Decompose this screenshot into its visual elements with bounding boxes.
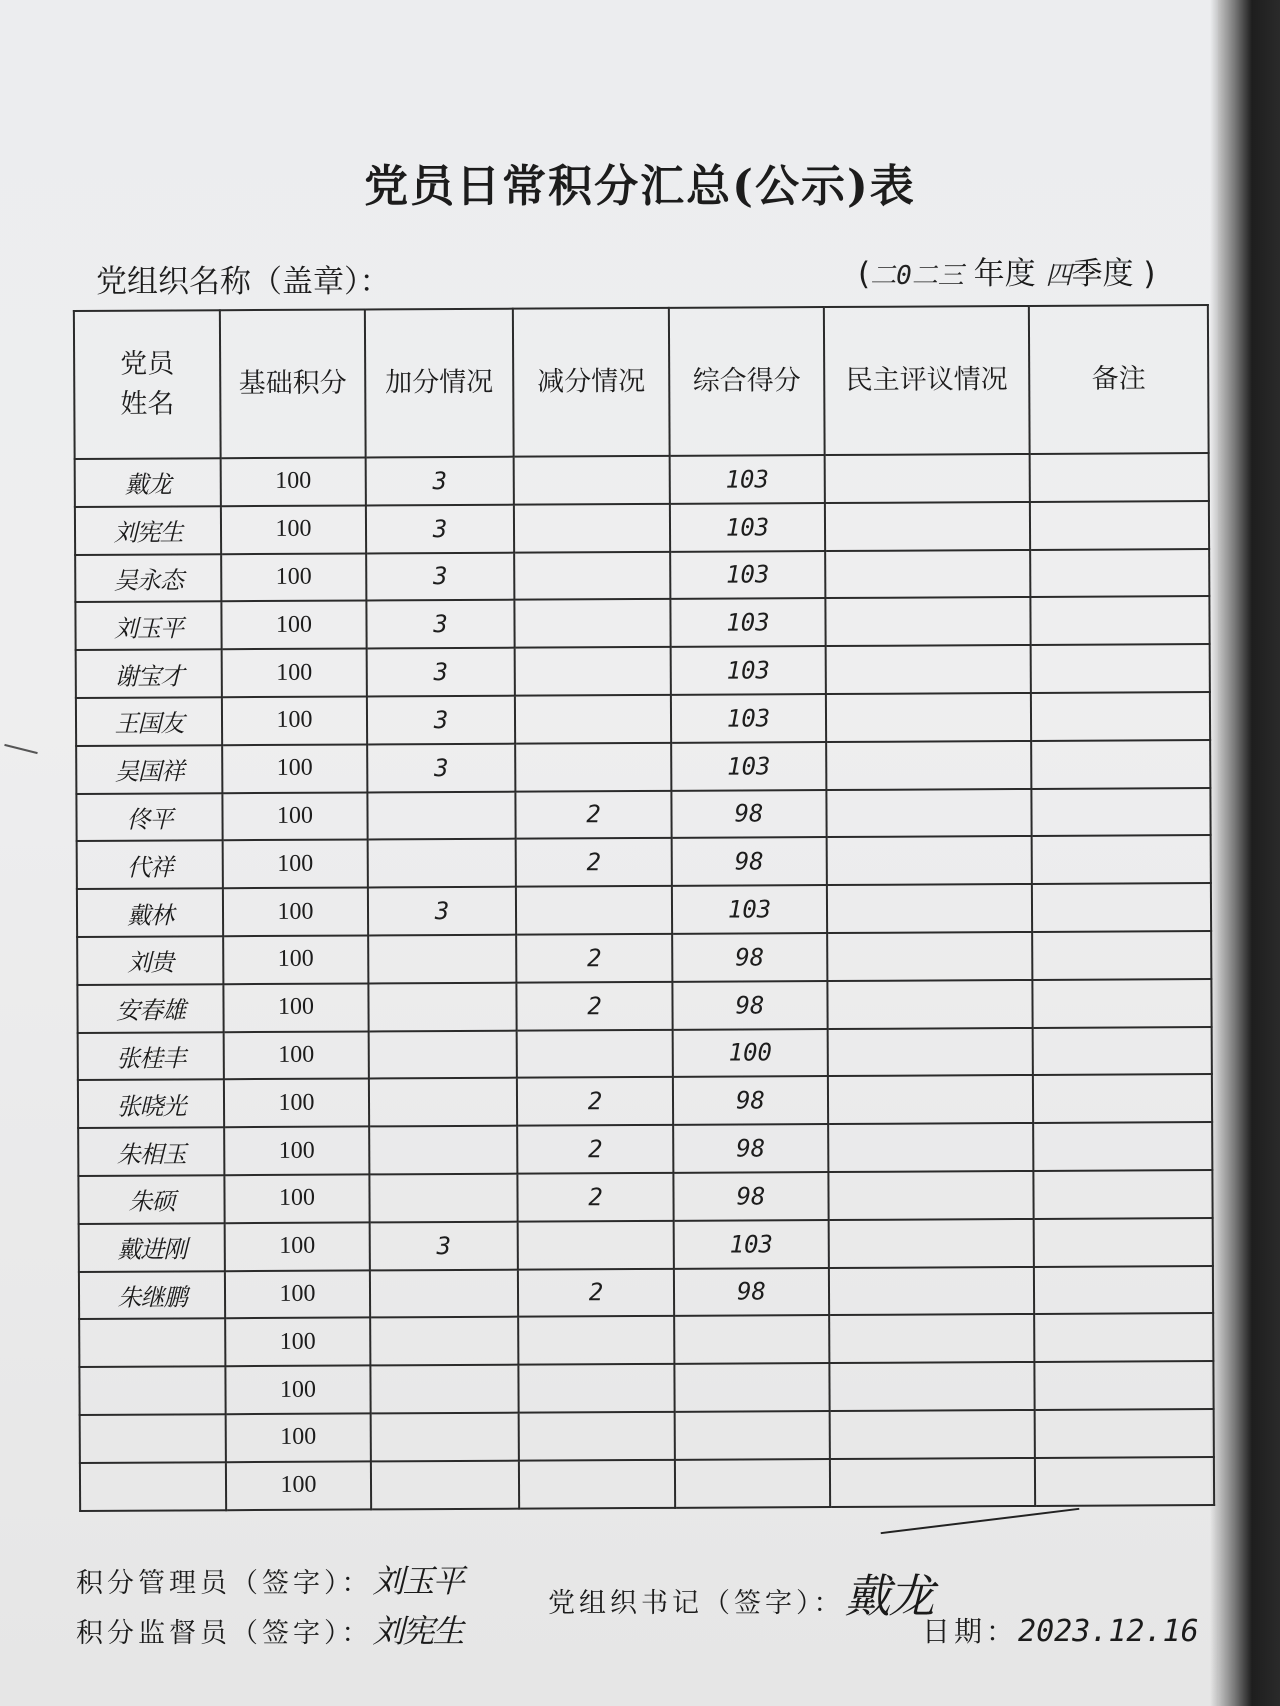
note-cell [1034,1361,1213,1410]
minus-points-cell: 2 [517,1125,673,1174]
member-name-cell: 刘玉平 [75,602,221,651]
base-points-cell: 100 [225,1366,370,1415]
add-points-cell: 3 [366,504,514,553]
secretary-label: 党组织书记（签字）： [548,1588,845,1619]
review-cell [825,502,1030,551]
minus-points-cell: 2 [517,1173,673,1222]
review-cell [827,836,1032,885]
note-cell [1032,883,1211,932]
table-row [79,1218,1213,1272]
total-score-cell: 103 [671,742,826,791]
add-points-cell [369,1030,517,1079]
base-points-cell: 100 [224,1174,369,1223]
base-points-cell: 100 [222,792,367,841]
table-header-row [74,305,1209,459]
table-row [76,692,1210,746]
member-name-cell: 戴林 [77,888,223,937]
table-row [77,835,1211,889]
base-points-cell: 100 [221,505,366,554]
minus-points-cell [514,456,670,505]
member-name-cell: 王国友 [76,697,222,746]
total-score-cell [674,1363,829,1412]
add-points-cell: 3 [368,887,516,936]
minus-points-cell: 2 [517,1077,673,1126]
table-row [78,1027,1212,1081]
date-label: 日期： [922,1615,1019,1648]
total-score-cell: 98 [673,1172,828,1221]
review-cell [828,1075,1033,1124]
review-cell [829,1219,1034,1268]
base-points-cell: 100 [224,1127,369,1176]
period-open: ( [858,256,871,292]
member-name-cell: 张桂丰 [78,1032,224,1081]
note-cell [1031,692,1210,741]
add-points-cell: 3 [367,648,515,697]
member-name-cell [80,1462,226,1511]
period-label [858,248,1155,293]
review-cell [830,1410,1035,1459]
total-score-cell: 100 [673,1029,828,1078]
add-points-cell: 3 [366,600,514,649]
member-name-cell: 代祥 [77,841,223,890]
period-quarter-label: 季度 [1071,256,1134,292]
review-cell [828,1028,1033,1077]
table-row [77,979,1211,1033]
header-add: 加分情况 [365,309,514,458]
base-points-cell: 100 [226,1413,371,1462]
table-row [80,1409,1214,1463]
member-name-cell: 刘宪生 [75,506,221,555]
member-name-cell [79,1319,225,1368]
minus-points-cell [515,695,671,744]
note-cell [1035,1457,1214,1506]
table-row [78,1074,1212,1128]
base-points-cell: 100 [223,983,368,1032]
points-table [73,304,1215,1511]
review-cell [828,1123,1033,1172]
member-name-cell: 吴国祥 [76,745,222,794]
member-name-cell: 朱相玉 [78,1127,224,1176]
document-title: 党员日常积分汇总(公示)表 [364,161,916,212]
note-cell [1033,1074,1212,1123]
header-minus: 减分情况 [513,308,670,457]
review-cell [828,1171,1033,1220]
base-points-cell: 100 [221,601,366,650]
base-points-cell: 100 [223,840,368,889]
note-cell [1032,979,1211,1028]
note-cell [1032,931,1211,980]
table-row [79,1266,1213,1320]
base-points-cell: 100 [222,649,367,698]
member-name-cell [79,1366,225,1415]
base-points-cell: 100 [222,744,367,793]
note-cell [1031,740,1210,789]
secretary-signature: 戴龙 [844,1569,933,1623]
minus-points-cell: 2 [518,1268,674,1317]
minus-points-cell [518,1316,674,1365]
base-points-cell: 100 [225,1270,370,1319]
minus-points-cell: 2 [516,838,672,887]
add-points-cell [368,982,516,1031]
period-close: ) [1143,256,1156,292]
note-cell [1030,453,1209,502]
note-cell [1030,501,1209,550]
minus-points-cell [516,886,672,935]
add-points-cell: 3 [367,743,515,792]
base-points-cell: 100 [225,1222,370,1271]
review-cell [830,1458,1035,1507]
base-points-cell: 100 [222,696,367,745]
add-points-cell: 3 [370,1221,518,1270]
total-score-cell: 98 [672,981,827,1030]
add-points-cell [368,839,516,888]
table-row [75,453,1209,507]
header-base: 基础积分 [220,309,366,458]
total-score-cell: 103 [670,503,825,552]
total-score-cell: 103 [670,455,825,504]
base-points-cell: 100 [223,935,368,984]
table-row [75,596,1209,650]
note-cell [1031,788,1210,837]
review-cell [826,741,1031,790]
review-cell [829,1267,1034,1316]
table-row [75,549,1209,603]
member-name-cell: 朱硕 [78,1175,224,1224]
note-cell [1032,835,1211,884]
minus-points-cell [514,504,670,553]
add-points-cell [371,1460,519,1509]
member-name-cell: 刘贵 [77,936,223,985]
member-name-cell: 谢宝才 [76,649,222,698]
base-points-cell: 100 [224,1079,369,1128]
table-row [75,501,1209,555]
table-row [78,1170,1212,1224]
base-points-cell: 100 [226,1461,371,1510]
member-name-cell: 戴进刚 [79,1223,225,1272]
header-note: 备注 [1029,305,1209,454]
add-points-cell: 3 [366,457,514,506]
supervisor-signature-line [76,1606,463,1652]
review-cell [825,597,1030,646]
table-row [79,1313,1213,1367]
add-points-cell: 3 [366,552,514,601]
admin-signature-line [76,1556,463,1602]
note-cell [1030,549,1209,598]
total-score-cell: 98 [672,837,827,886]
member-name-cell: 安春雄 [77,984,223,1033]
total-score-cell: 103 [671,646,826,695]
member-name-cell: 朱继鹏 [79,1271,225,1320]
note-cell [1034,1218,1213,1267]
table-row [78,1122,1212,1176]
total-score-cell: 103 [671,694,826,743]
review-cell [826,693,1031,742]
review-cell [826,645,1031,694]
member-name-cell: 佟平 [76,793,222,842]
date-value: 2023.12.16 [1018,1614,1199,1649]
table-row [76,740,1210,794]
table-row [76,644,1210,698]
base-points-cell: 100 [221,553,366,602]
review-cell [826,789,1031,838]
member-name-cell [80,1414,226,1463]
base-points-cell: 100 [221,457,366,506]
total-score-cell [675,1411,830,1460]
total-score-cell: 98 [673,1124,828,1173]
add-points-cell [369,1174,517,1223]
header-name-text: 党员 姓名 [120,348,175,420]
supervisor-signature: 刘宪生 [372,1612,463,1650]
add-points-cell [367,791,515,840]
minus-points-cell [517,1029,673,1078]
note-cell [1034,1313,1213,1362]
admin-signature: 刘玉平 [372,1562,463,1600]
add-points-cell [370,1269,518,1318]
period-year: 二0二三 [870,261,964,291]
secretary-signature-line [548,1560,933,1626]
header-review: 民主评议情况 [824,306,1030,455]
member-name-cell: 吴永态 [75,554,221,603]
review-cell [825,550,1030,599]
note-cell [1031,644,1210,693]
add-points-cell [370,1317,518,1366]
admin-label: 积分管理员（签字）： [76,1568,373,1599]
total-score-cell: 103 [670,598,825,647]
note-cell [1033,1122,1212,1171]
table-row [79,1361,1213,1415]
note-cell [1030,596,1209,645]
period-year-label: 年度 [973,256,1036,292]
total-score-cell [675,1459,830,1508]
table-row [76,788,1210,842]
base-points-cell: 100 [225,1318,370,1367]
table-row [80,1457,1214,1511]
minus-points-cell [518,1221,674,1270]
header-total: 综合得分 [669,307,825,456]
note-cell [1033,1027,1212,1076]
add-points-cell: 3 [367,696,515,745]
add-points-cell [371,1413,519,1462]
table-row [77,931,1211,985]
minus-points-cell [519,1412,675,1461]
header-name [74,310,221,459]
review-cell [827,980,1032,1029]
supervisor-label: 积分监督员（签字）： [76,1618,373,1649]
org-name-label: 党组织名称（盖章）： [96,264,391,300]
minus-points-cell [514,599,670,648]
review-cell [827,884,1032,933]
minus-points-cell [514,551,670,600]
review-cell [825,454,1030,503]
note-cell [1035,1409,1214,1458]
total-score-cell [674,1315,829,1364]
minus-points-cell: 2 [516,982,672,1031]
total-score-cell: 103 [674,1220,829,1269]
base-points-cell: 100 [223,888,368,937]
member-name-cell: 戴龙 [75,458,221,507]
total-score-cell: 98 [672,933,827,982]
total-score-cell: 98 [671,790,826,839]
date-line [922,1610,1199,1650]
minus-points-cell: 2 [515,790,671,839]
total-score-cell: 98 [673,1076,828,1125]
add-points-cell [369,1126,517,1175]
table-row [77,883,1211,937]
member-name-cell: 张晓光 [78,1080,224,1129]
minus-points-cell [518,1364,674,1413]
minus-points-cell [515,647,671,696]
minus-points-cell: 2 [516,934,672,983]
add-points-cell [370,1365,518,1414]
minus-points-cell [515,743,671,792]
binding-shadow [1210,0,1280,1706]
total-score-cell: 103 [670,551,825,600]
note-cell [1034,1266,1213,1315]
add-points-cell [368,935,516,984]
total-score-cell: 103 [672,885,827,934]
total-score-cell: 98 [674,1268,829,1317]
review-cell [829,1362,1034,1411]
period-quarter: 四 [1045,261,1072,291]
minus-points-cell [519,1460,675,1509]
note-cell [1033,1170,1212,1219]
add-points-cell [369,1078,517,1127]
review-cell [827,932,1032,981]
base-points-cell: 100 [224,1031,369,1080]
review-cell [829,1314,1034,1363]
